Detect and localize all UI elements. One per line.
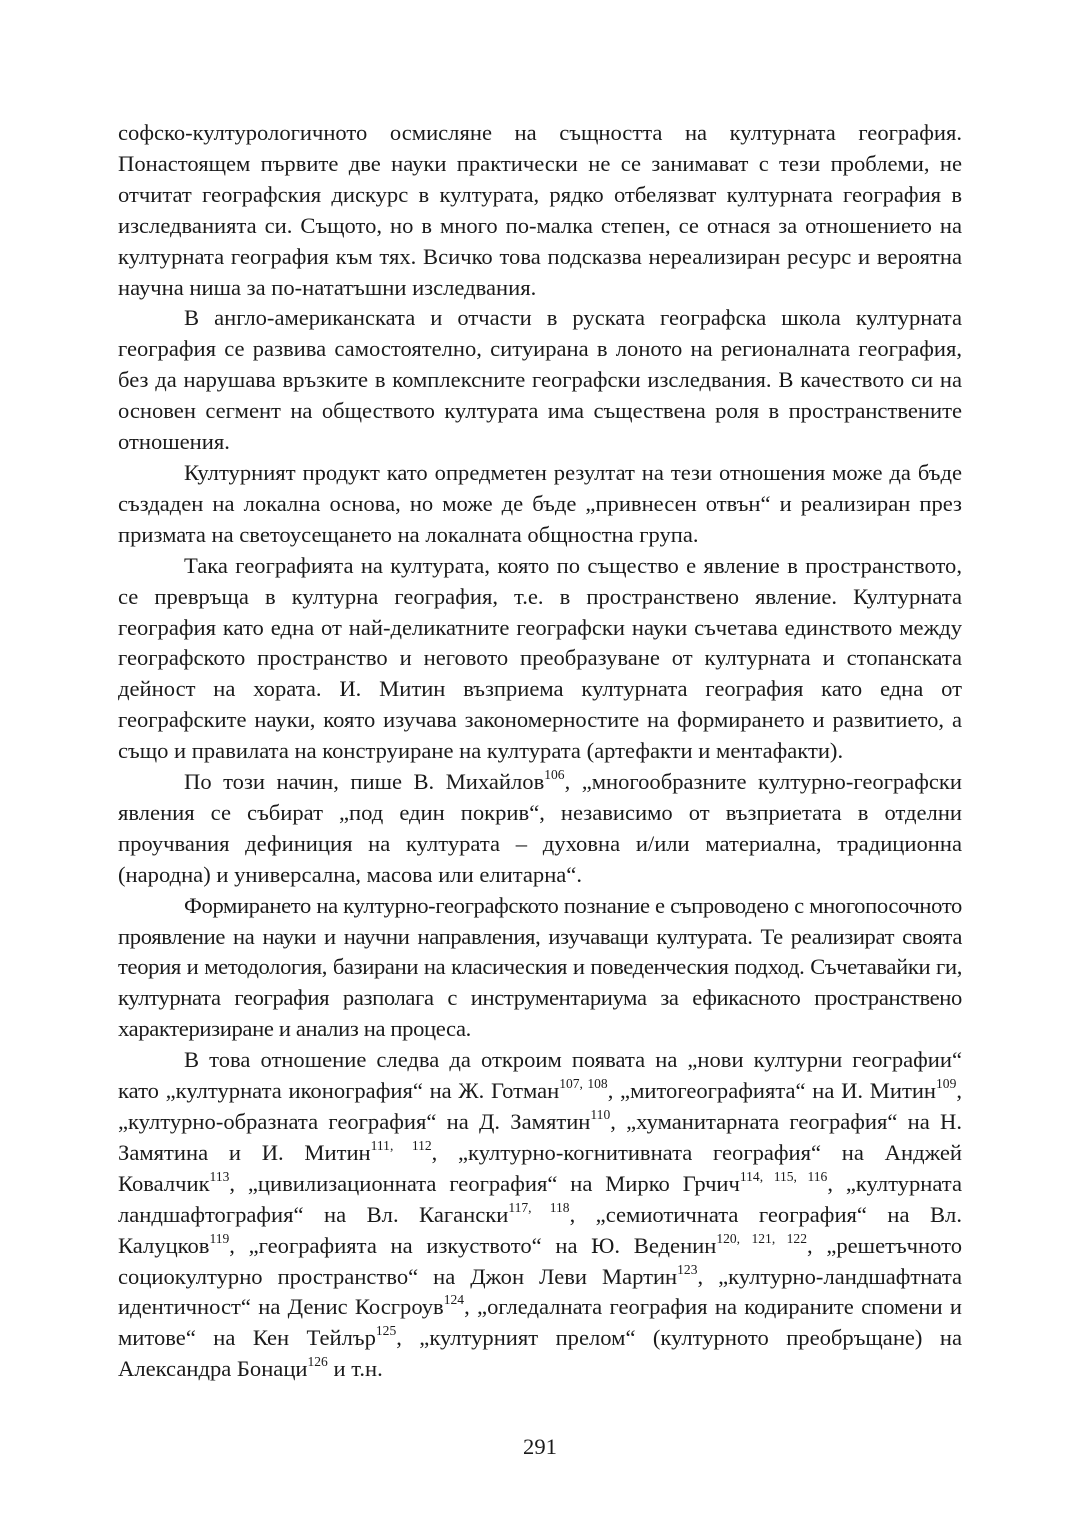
paragraph-text: В това отношение следва да откроим появата на „нови културни географии“ като „културната иконография“ на Ж. Готман xyxy=(118,1047,962,1104)
paragraph-text: Така географията на културата, която по същество е явление в пространството, се превръща в културна география, т.е. в пространствено явление. Културната география като една от най-деликатните географски науки съчетава единството между географското пространство и неговото преобразуване от културната и стопанската дейност на хората. И. Митин възприема културната география като една от географските науки, която изучава закономерностите на формирането и развитието, а също и правилата на конструиране на културата (артефакти и ментафакти). xyxy=(118,552,962,764)
footnote-reference: 120, 121, 122 xyxy=(716,1230,807,1246)
paragraph-text: , „многообразните културно-географски явления се събират „под един покрив“, независимо от възприетата в отделни проучвания дефиниция на културата – духовна и/или материална, традиционна (народна) и универсална, масова или елитарна“. xyxy=(118,769,962,887)
footnote-reference: 111, 112 xyxy=(370,1137,432,1153)
footnote-reference: 107, 108 xyxy=(559,1075,608,1091)
footnote-reference: 117, 118 xyxy=(508,1199,570,1215)
paragraph-text: , „митогеографията“ на И. Митин xyxy=(607,1078,937,1104)
paragraph-text: и т.н. xyxy=(327,1356,383,1382)
footnote-reference: 106 xyxy=(544,766,565,782)
footnote-reference: 126 xyxy=(307,1354,328,1370)
paragraph xyxy=(118,303,962,458)
paragraph-text: , „културно-ландшафтната идентичност“ на Денис Косгроув xyxy=(118,1263,962,1320)
footnote-reference: 123 xyxy=(677,1261,698,1277)
paragraph-text: софско-културологичното осмисляне на същността на културната география. Понастоящем първите две науки практически не се занимават с тези проблеми, не отчитат географския дискурс в културата, рядко отбелязват културната география в изследванията си. Същото, но в много по-малка степен, се отнася за отношението на културната география към тях. Всичко това подсказва нереализиран ресурс и вероятна научна ниша за по-нататъшни изследвания. xyxy=(118,120,962,300)
paragraph-text: Формирането на културно-географското познание е съпроводено с многопосочното проявление на науки и научни направления, изучаващи културата. Те реализират своята теория и методология, базирани на класическия и поведенческия подход. Съчетавайки ги, културната география разполага с инструментариума за ефикасното пространствено характеризиране и анализ на процеса. xyxy=(118,892,962,1042)
paragraph-text: , „огледалната география на кодираните спомени и митове“ на Кен Тейлър xyxy=(118,1294,962,1351)
paragraph-text: , „културният прелом“ (културното преобръщане) на Александра Бонаци xyxy=(118,1325,963,1382)
paragraph xyxy=(118,551,962,767)
footnote-reference: 113 xyxy=(209,1168,230,1184)
paragraph-text: Културният продукт като опредметен резултат на тези отношения може да бъде създаден на локална основа, но може де бъде „привнесен отвън“ и реализиран през призмата на светоусещането на локалната общностна група. xyxy=(118,459,962,547)
page-number: 291 xyxy=(523,1434,557,1459)
footnote-reference: 124 xyxy=(443,1292,465,1308)
footnote-reference: 119 xyxy=(209,1230,230,1246)
paragraph xyxy=(118,1045,962,1385)
footnote-reference: 110 xyxy=(590,1106,611,1122)
paragraph-text: , „решетъчното социокултурно пространство“ на Джон Леви Мартин xyxy=(118,1232,962,1289)
paragraph xyxy=(118,767,962,891)
paragraph-text: , „културно-образната география“ на Д. Замятин xyxy=(118,1078,962,1134)
paragraph-text: , „хуманитарната география“ на Н. Замятина и И. Митин xyxy=(118,1109,962,1165)
paragraph xyxy=(118,458,962,551)
paragraph-text: , „семиотичната география“ на Вл. Калуцков xyxy=(118,1201,962,1258)
paragraph-text: В англо-американската и отчасти в руската географска школа културната география се развива самостоятелно, ситуирана в лоното на регионалната география, без да нарушава връзките в комплексните географски изследвания. В качеството си на основен сегмент на обществото културата има съществена роля в пространствените отношения. xyxy=(118,305,962,455)
paragraph-text: , „цивилизационната география“ на Мирко Грчич xyxy=(229,1170,740,1196)
paragraph-text: По този начин, пише В. Михайлов xyxy=(184,769,545,795)
page-body xyxy=(118,118,962,1385)
footnote-reference: 109 xyxy=(936,1075,957,1091)
paragraph-text: , „културната ландшафтография“ на Вл. Кагански xyxy=(118,1170,962,1227)
paragraph-text: , „географията на изкуството“ на Ю. Веденин xyxy=(229,1232,717,1258)
paragraph xyxy=(118,118,962,303)
footnote-reference: 125 xyxy=(375,1323,397,1339)
paragraph-text: , „културно-когнитивната география“ на Анджей Ковалчик xyxy=(118,1139,962,1196)
footnote-reference: 114, 115, 116 xyxy=(739,1168,828,1184)
paragraph xyxy=(118,891,962,1046)
